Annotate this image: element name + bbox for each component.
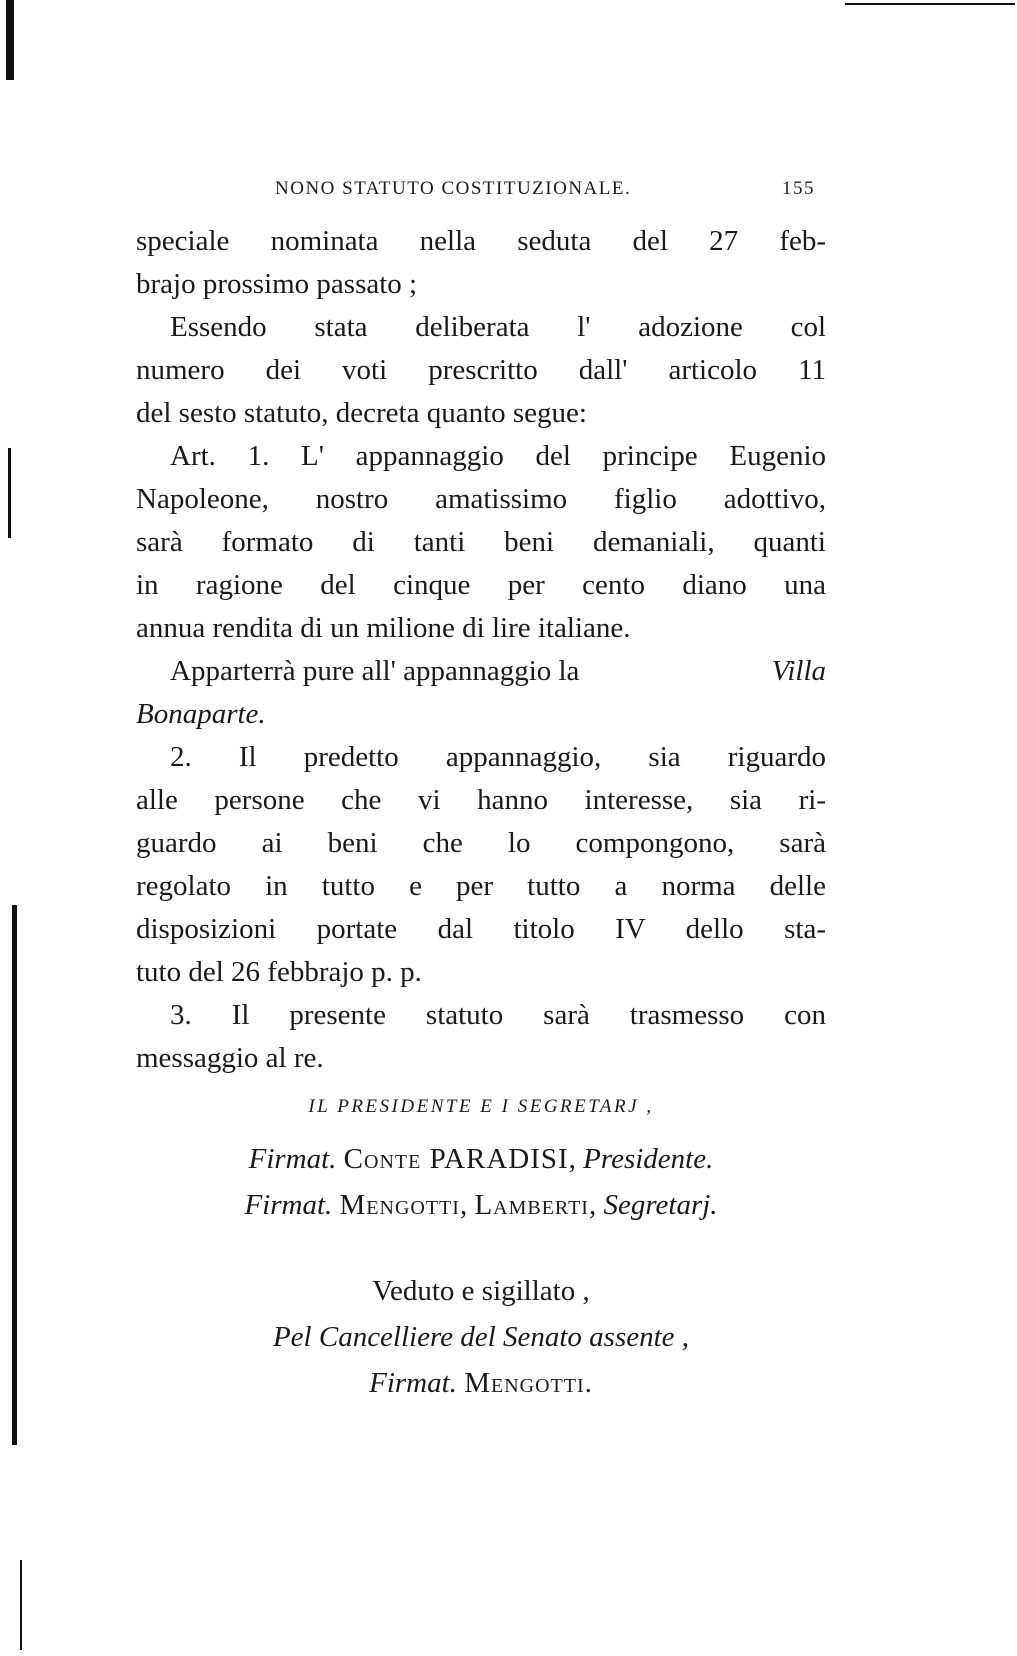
secretary-name: Lamberti <box>474 1189 589 1221</box>
firmat-label: Firmat. <box>244 1189 333 1221</box>
scan-edge-mark <box>12 905 17 1445</box>
separator: , <box>588 1189 597 1221</box>
text-line: Essendo stata deliberata l' adozione col <box>170 311 826 343</box>
text-line: disposizioni portate dal titolo IV dello sta- <box>136 913 826 945</box>
seal-line <box>136 1360 826 1406</box>
seal-block <box>136 1268 826 1406</box>
scan-edge-mark <box>6 0 14 80</box>
seal-line: Pel Cancelliere del Senato assente , <box>272 1321 690 1353</box>
scan-edge-mark <box>20 1560 22 1650</box>
chancellor-name: Mengotti. <box>464 1367 593 1399</box>
text-line: sarà formato di tanti beni demaniali, quanti <box>136 526 826 558</box>
secretary-name: Mengotti <box>339 1189 460 1221</box>
text-line: speciale nominata nella seduta del 27 feb- <box>136 225 826 257</box>
scan-edge-mark <box>8 448 11 538</box>
text-line: Art. 1. L' appannaggio del principe Eugenio <box>170 440 826 472</box>
text-line <box>136 693 826 736</box>
text-line: del sesto statuto, decreta quanto segue: <box>136 397 587 429</box>
running-head-title: NONO STATUTO COSTITUZIONALE. <box>275 178 632 199</box>
separator: , <box>568 1143 576 1175</box>
text-line: regolato in tutto e per tutto a norma delle <box>136 870 826 902</box>
text-line: in ragione del cinque per cento diano una <box>136 569 826 601</box>
running-head <box>275 178 815 200</box>
text-line: brajo prossimo passato ; <box>136 268 418 300</box>
text-line: guardo ai beni che lo compongono, sarà <box>136 827 826 859</box>
text-fragment: Apparterrà pure all' appannaggio la <box>170 655 580 687</box>
signature-heading: IL PRESIDENTE E I SEGRETARJ , <box>308 1096 654 1117</box>
signature-line-secretaries <box>136 1182 826 1228</box>
firmat-label: Firmat. <box>369 1367 457 1399</box>
page-number: 155 <box>782 178 815 199</box>
president-name: Conte PARADISI <box>343 1143 569 1175</box>
scan-edge-mark <box>845 3 1015 5</box>
firmat-label: Firmat. <box>248 1143 337 1175</box>
text-line: 3. Il presente statuto sarà trasmesso con <box>170 999 826 1031</box>
signature-block <box>136 1096 826 1228</box>
secretaries-role: Segretarj. <box>603 1189 718 1221</box>
separator: , <box>459 1189 468 1221</box>
text-line: numero dei voti prescritto dall' articolo 11 <box>136 354 826 386</box>
text-line: annua rendita di un milione di lire italiane. <box>136 612 631 644</box>
text-line: messaggio al re. <box>136 1042 324 1074</box>
italic-fragment: Bonaparte. <box>136 698 266 730</box>
text-line: alle persone che vi hanno interesse, sia ri- <box>136 784 826 816</box>
text-line <box>136 650 826 693</box>
president-role: Presidente. <box>583 1143 714 1175</box>
text-line: tuto del 26 febbrajo p. p. <box>136 956 422 988</box>
text-line: Napoleone, nostro amatissimo figlio adottivo, <box>136 483 826 515</box>
italic-fragment: Villa <box>771 655 826 687</box>
seal-line: Veduto e sigillato , <box>372 1275 590 1307</box>
body-text <box>136 220 826 1080</box>
signature-line-president <box>136 1136 826 1182</box>
text-line: 2. Il predetto appannaggio, sia riguardo <box>170 741 826 773</box>
